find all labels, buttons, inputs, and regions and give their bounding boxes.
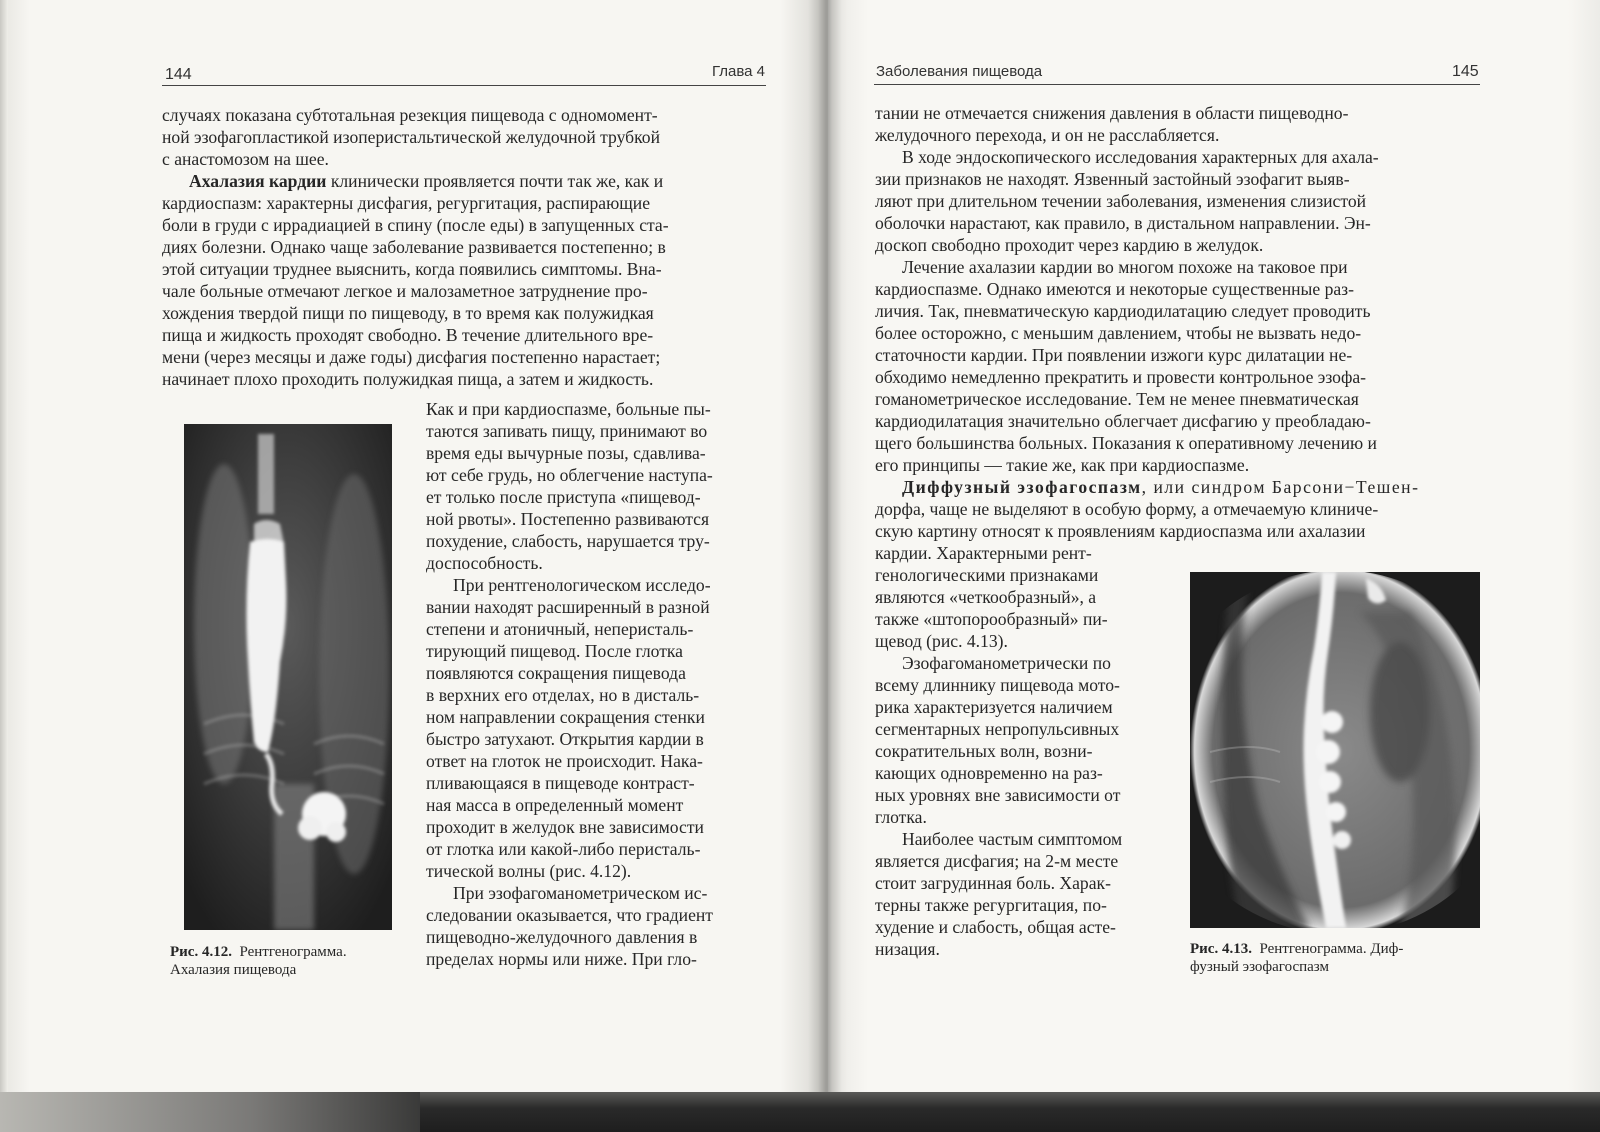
text-line: появляются сокращения пищевода [426, 663, 686, 683]
text-line: мени (через месяцы и даже годы) дисфагия постепенно нарастает; [162, 347, 661, 367]
text-line: Эзофагоманометрически по [902, 653, 1111, 673]
text-line: случаях показана субтотальная резекция пищевода с одномомент- [162, 105, 658, 125]
text-line: доспособность. [426, 553, 543, 573]
text-line: ная масса в определенный момент [426, 795, 684, 815]
header-rule-right [874, 84, 1480, 85]
text-line: тической волны (рис. 4.12). [426, 861, 632, 881]
page-number-right: 145 [1452, 63, 1479, 80]
text-line: от глотка или какой-либо перисталь- [426, 839, 701, 859]
text-line: в верхних его отделах, но в дисталь- [426, 685, 700, 705]
text-line: чале больные отмечают легкое и малозаметное затруднение про- [162, 281, 648, 301]
text-line: статочности кардии. При появлении изжоги курс дилатации не- [875, 345, 1353, 365]
text-line: В ходе эндоскопического исследования характерных для ахала- [902, 147, 1379, 167]
text-line: этой ситуации труднее выяснить, когда появились симптомы. Вна- [162, 259, 662, 279]
figure-4-13-xray [1190, 572, 1480, 928]
term-diffuse-spasm: Диффузный эзофагоспазм [902, 477, 1142, 497]
text-line: ной эзофагопластикой изоперистальтической желудочной трубкой [162, 127, 660, 147]
page-number-left: 144 [165, 66, 192, 83]
text-line: зии признаков не находят. Язвенный застойный эзофагит выяв- [875, 169, 1350, 189]
page-edge [0, 0, 8, 1098]
text-line: глотка. [875, 807, 927, 827]
text-line: генологическими признаками [875, 565, 1099, 585]
text-line: похудение, слабость, нарушается тру- [426, 531, 710, 551]
text-line: кардиоспазм: характерны дисфагия, регургитация, распирающие [162, 193, 651, 213]
text-line: вании находят расширенный в разной [426, 597, 710, 617]
text-line: гоманометрическое исследование. Тем не менее пневматическая [875, 389, 1359, 409]
text-line: худение и слабость, общая асте- [875, 917, 1116, 937]
text-line: Ахалазия кардии клинически проявляется почти так же, как и [189, 171, 664, 191]
text-line: дорфа, чаще не выделяют в особую форму, а отмечаемую клиниче- [875, 499, 1379, 519]
text-line: проходит в желудок вне зависимости [426, 817, 704, 837]
text-line: тирующий пищевод. После глотка [426, 641, 683, 661]
text-line: щевод (рис. 4.13). [875, 631, 1008, 651]
term-achalasia: Ахалазия кардии [189, 171, 327, 191]
text-line: Лечение ахалазии кардии во многом похоже на таковое при [902, 257, 1348, 277]
text-line: рика характеризуется наличием [875, 697, 1113, 717]
text-line: следовании оказывается, что градиент [426, 905, 713, 925]
text-line: Наиболее частым симптомом [902, 829, 1123, 849]
text-line: начинает плохо проходить полужидкая пища, а затем и жидкость. [162, 369, 654, 389]
text-line: Как и при кардиоспазме, больные пы- [426, 399, 711, 419]
text-line: личия. Так, пневматическую кардиодилатацию следует проводить [875, 301, 1371, 321]
text-line: быстро затухают. Открытия кардии в [426, 729, 704, 749]
figure-label: Рис. 4.12. [170, 944, 232, 960]
figure-4-13-caption: Рис. 4.13. Рентгенограмма. Диф- фузный эзофагоспазм [1190, 941, 1404, 975]
text-line: с анастомозом на шее. [162, 149, 329, 169]
text-line: пливающаяся в пищеводе контраст- [426, 773, 695, 793]
text-line: ляют при длительном течении заболевания, изменения слизистой [875, 191, 1367, 211]
text-line: стоит загрудинная боль. Харак- [875, 873, 1111, 893]
figure-4-12-xray [184, 424, 392, 930]
right-full-width-text [875, 102, 1481, 542]
text-line: время еды вычурные позы, сдавлива- [426, 443, 706, 463]
text-line: сегментарных непропульсивных [875, 719, 1120, 739]
text-line: оболочки нарастают, как правило, в дистальном направлении. Эн- [875, 213, 1371, 233]
text-line: ют себе грудь, но облегчение наступа- [426, 465, 713, 485]
text-line: кардии. Характерными рент- [875, 543, 1092, 563]
text-line: является дисфагия; на 2-м месте [875, 851, 1119, 871]
scanner-bottom-edge [0, 1092, 1600, 1132]
text-line: сократительных волн, возни- [875, 741, 1093, 761]
running-head-left: Глава 4 [712, 63, 766, 80]
figure-4-12-caption: Рис. 4.12. Рентгенограмма. Ахалазия пищевода [170, 944, 347, 978]
text-line: кардиоспазме. Однако имеются и некоторые существенные раз- [875, 279, 1354, 299]
text-line: диях болезни. Однако чаще заболевание развивается постепенно; в [162, 237, 666, 257]
text-line: являются «четкообразный», а [875, 587, 1097, 607]
text-line: боли в груди с иррадиацией в спину (после еды) в запущенных ста- [162, 215, 669, 235]
left-full-width-text [162, 104, 766, 390]
text-line: низация. [875, 939, 940, 959]
text-line: При рентгенологическом исследо- [453, 575, 711, 595]
text-line: таются запивать пищу, принимают во [426, 421, 708, 441]
text-line: ет только после приступа «пищевод- [426, 487, 701, 507]
text-line: хождения твердой пищи по пищеводу, в то время как полужидкая [162, 303, 654, 323]
book-gutter [808, 0, 848, 1098]
text-line: Диффузный эзофагоспазм, или синдром Барсони−Тешен- [902, 477, 1420, 497]
text-line: также «штопорообразный» пи- [875, 609, 1108, 629]
header-rule-left [162, 85, 766, 86]
text-line: ных уровнях вне зависимости от [875, 785, 1121, 805]
text-line: пища и жидкость проходят свободно. В течение длительного вре- [162, 325, 654, 345]
text-line: ном направлении сокращения стенки [426, 707, 705, 727]
running-head-right: Заболевания пищевода [876, 63, 1043, 80]
text-line: всему длиннику пищевода мото- [875, 675, 1120, 695]
text-line: ной рвоты». Постепенно развиваются [426, 509, 710, 529]
text-line: скую картину относят к проявлениям кардиоспазма или ахалазии [875, 521, 1366, 541]
left-column-text [426, 398, 771, 970]
right-column-text [875, 542, 1167, 960]
text-line: кардиодилатация значительно облегчает дисфагию у преобладаю- [875, 411, 1371, 431]
text-line: более осторожно, с меньшим давлением, чтобы не вызвать недо- [875, 323, 1362, 343]
text-line: ответ на глоток не происходит. Нака- [426, 751, 703, 771]
text-line: доскоп свободно проходит через кардию в желудок. [875, 235, 1264, 255]
text-line: тании не отмечается снижения давления в области пищеводно- [875, 103, 1349, 123]
text-line: терны также регургитация, по- [875, 895, 1107, 915]
text-line: щего большинства больных. Показания к оперативному лечению и [875, 433, 1377, 453]
text-line: его принципы — такие же, как при кардиоспазме. [875, 455, 1250, 475]
text-line: При эзофагоманометрическом ис- [453, 883, 708, 903]
text-line: пределах нормы или ниже. При гло- [426, 949, 697, 969]
text-line: желудочного перехода, и он не расслабляется. [875, 125, 1220, 145]
text-line: кающих одновременно на раз- [875, 763, 1103, 783]
text-line: пищеводно-желудочного давления в [426, 927, 698, 947]
figure-label: Рис. 4.13. [1190, 941, 1252, 957]
text-line: степени и атоничный, неперисталь- [426, 619, 694, 639]
text-line: обходимо немедленно прекратить и провести контрольное эзофа- [875, 367, 1367, 387]
